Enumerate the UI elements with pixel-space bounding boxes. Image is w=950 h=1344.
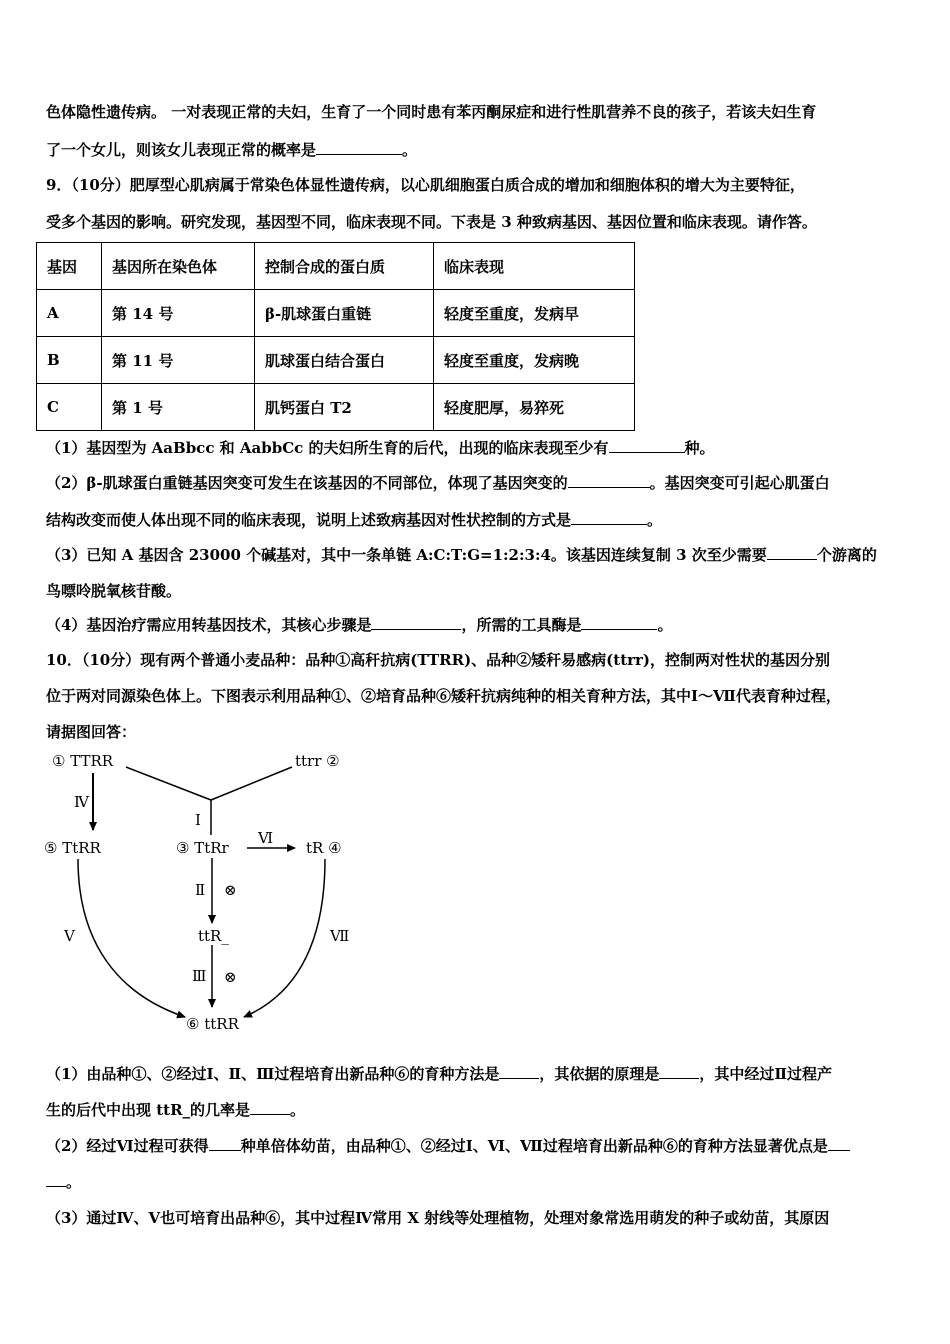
process-v-curve [78,859,185,1017]
question-9-4: （4）基因治疗需应用转基因技术，其核心步骤是 ，所需的工具酶是 。 [46,616,673,634]
node-5-ttrr: ⑤ TtRR [44,839,101,857]
question-10-3: （3）通过Ⅳ、Ⅴ也可培育出品种⑥，其中过程Ⅳ常用 X 射线等处理植物，处理对象常选用萌发的种子或幼苗，其原因 [46,1209,830,1227]
selfing-symbol: ⊗ [224,968,237,986]
question-10-1: （1）由品种①、②经过Ⅰ、Ⅱ、Ⅲ过程培育出新品种⑥的育种方法是 ，其依据的原理是 ，其中经过Ⅱ过程产 [46,1065,833,1083]
selfing-symbol: ⊗ [224,881,237,899]
text-line: 生的后代中出现 ttR_的几率是 。 [46,1101,306,1119]
table-cell: β-肌球蛋白重链 [255,290,434,337]
answer-blank[interactable] [571,510,647,525]
node-4-tr: tR ④ [306,839,342,857]
answer-blank[interactable] [250,1100,290,1115]
answer-blank[interactable] [659,1064,699,1079]
table-header-cell: 基因所在染色体 [102,243,255,290]
table-cell: C [37,384,102,431]
breeding-diagram [40,745,360,1045]
text-line: 请据图回答： [46,723,137,741]
table-cell: 轻度肥厚，易猝死 [434,384,635,431]
table-header-cell: 控制合成的蛋白质 [255,243,434,290]
answer-blank[interactable] [828,1136,850,1151]
answer-blank[interactable] [568,473,650,488]
node-1-ttrr: ① TTRR [52,752,114,770]
table-header-row [37,243,635,290]
cross-line-right [211,767,292,800]
table-cell: 肌球蛋白结合蛋白 [255,337,434,384]
table-cell: A [37,290,102,337]
answer-blank[interactable] [46,1172,66,1187]
answer-blank[interactable] [767,545,817,560]
answer-blank[interactable] [581,615,657,630]
text-line: 了一个女儿，则该女儿表现正常的概率是 。 [46,141,418,159]
answer-blank[interactable] [209,1136,241,1151]
process-iii-label: Ⅲ [192,967,207,985]
text-line: 受多个基因的影响。研究发现，基因型不同，临床表现不同。下表是 3 种致病基因、基因位置和临床表现。请作答。 [46,213,817,231]
process-v-label: Ⅴ [64,927,75,945]
gene-table [36,242,635,431]
table-header-cell: 基因 [37,243,102,290]
question-9-3: （3）已知 A 基因含 23000 个碱基对，其中一条单链 A:C:T:G=1:2:3:4。该基因连续复制 3 次至少需要 个游离的 [46,546,877,564]
answer-blank[interactable] [609,438,685,453]
text-line: 位于两对同源染色体上。下图表示利用品种①、②培育品种⑥矮秆抗病纯种的相关育种方法，其中Ⅰ～Ⅶ代表育种过程， [46,687,841,705]
node-3-ttrr: ③ TtRr [176,839,229,857]
process-iv-label: Ⅳ [74,793,89,811]
question-9-title: 9．（10分）肥厚型心肌病属于常染色体显性遗传病，以心肌细胞蛋白质合成的增加和细胞体积的增大为主要特征， [46,176,805,194]
table-cell: 第 14 号 [102,290,255,337]
text-line: 结构改变而使人体出现不同的临床表现，说明上述致病基因对性状控制的方式是 。 [46,511,663,529]
table-row [37,384,635,431]
text-line: 色体隐性遗传病。 一对表现正常的夫妇，生育了一个同时患有苯丙酮尿症和进行性肌营养不良的孩子，若该夫妇生育 [46,103,817,121]
node-ttr: ttR_ [198,927,229,945]
text-line: 。 [46,1172,81,1192]
process-vii-label: Ⅶ [330,927,350,945]
table-cell: 肌钙蛋白 T2 [255,384,434,431]
process-vii-curve [244,859,325,1017]
question-9-2: （2）β-肌球蛋白重链基因突变可发生在该基因的不同部位，体现了基因突变的 。基因突变可引起心肌蛋白 [46,474,830,492]
table-cell: 轻度至重度，发病晚 [434,337,635,384]
table-cell: 轻度至重度，发病早 [434,290,635,337]
question-10-2: （2）经过Ⅵ过程可获得 种单倍体幼苗，由品种①、②经过Ⅰ、Ⅵ、Ⅶ过程培育出新品种⑥的育种方法显著优点是 [46,1136,850,1156]
answer-blank[interactable] [316,140,402,155]
question-9-1: （1）基因型为 AaBbcc 和 AabbCc 的夫妇所生育的后代，出现的临床表现至少有 种。 [46,439,715,457]
process-vi-label: Ⅵ [258,829,274,847]
table-cell: B [37,337,102,384]
cross-line-left [126,767,211,800]
process-i-label: Ⅰ [195,811,201,829]
text-line: 鸟嘌呤脱氧核苷酸。 [46,582,182,600]
question-10-title: 10．（10分）现有两个普通小麦品种：品种①高秆抗病(TTRR)、品种②矮秆易感病(ttrr)，控制两对性状的基因分别 [46,651,831,669]
answer-blank[interactable] [499,1064,539,1079]
table-cell: 第 11 号 [102,337,255,384]
table-cell: 第 1 号 [102,384,255,431]
table-row [37,290,635,337]
node-2-ttrr: ttrr ② [295,752,340,770]
node-6-ttrr: ⑥ ttRR [186,1015,239,1033]
answer-blank[interactable] [371,615,461,630]
table-header-cell: 临床表现 [434,243,635,290]
table-row [37,337,635,384]
process-ii-label: Ⅱ [195,881,206,899]
